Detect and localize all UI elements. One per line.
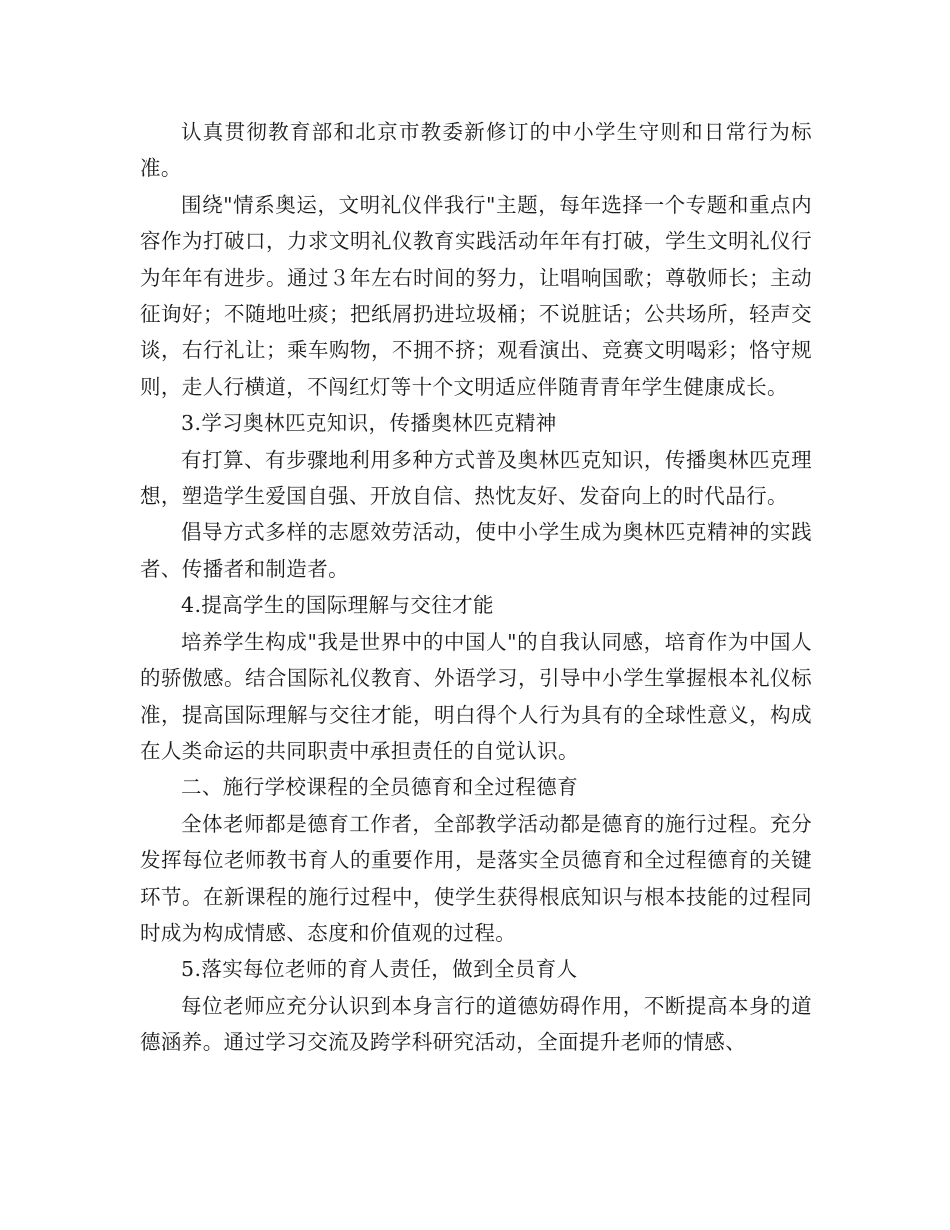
paragraph-teacher-morality: 每位老师应充分认识到本身言行的道德妨碍作用，不断提高本身的道德涵养。通过学习交流及跨学科研究活动，全面提升老师的情感、 — [140, 993, 812, 1055]
paragraph-volunteer: 倡导方式多样的志愿效劳活动，使中小学生成为奥林匹克精神的实践者、传播者和制造者。 — [140, 520, 812, 581]
document-page — [140, 114, 812, 1061]
heading-item-4: 4.提高学生的国际理解与交往才能 — [181, 593, 494, 618]
heading-item-5: 5.落实每位老师的育人责任，做到全员育人 — [181, 957, 578, 982]
paragraph-standards: 认真贯彻教育部和北京市教委新修订的中小学生守则和日常行为标准。 — [140, 120, 812, 181]
paragraph-international: 培养学生构成"我是世界中的中国人"的自我认同感，培育作为中国人的骄傲感。结合国际礼仪教育、外语学习，引导中小学生掌握根本礼仪标准，提高国际理解与交往才能，明白得个人行为具有的全球性意义，构成在人类命运的共同职责中承担责任的自觉认识。 — [140, 629, 812, 763]
paragraph-olympic-theme: 围绕"情系奥运，文明礼仪伴我行"主题，每年选择一个专题和重点内容作为打破口，力求文明礼仪教育实践活动年年有打破，学生文明礼仪行为年年有进步。通过３年左右时间的努力，让唱响国歌；尊敬师长；主动征询好；不随地吐痰；把纸屑扔进垃圾桶；不说脏话；公共场所，轻声交谈，右行礼让；乘车购物，不拥不挤；观看演出、竞赛文明喝彩；恪守规则，走人行横道，不闯红灯等十个文明适应伴随青青年学生健康成长。 — [140, 192, 812, 399]
paragraph-olympic-knowledge: 有打算、有步骤地利用多种方式普及奥林匹克知识，传播奥林匹克理想，塑造学生爱国自强、开放自信、热忱友好、发奋向上的时代品行。 — [140, 447, 812, 509]
paragraph-all-teachers: 全体老师都是德育工作者，全部教学活动都是德育的施行过程。充分发挥每位老师教书育人的重要作用，是落实全员德育和全过程德育的关键环节。在新课程的施行过程中，使学生获得根底知识与根本技能的过程同时成为构成情感、态度和价值观的过程。 — [140, 811, 812, 945]
section-heading-2: 二、施行学校课程的全员德育和全过程德育 — [181, 775, 579, 800]
heading-item-3: 3.学习奥林匹克知识，传播奥林匹克精神 — [181, 411, 557, 436]
